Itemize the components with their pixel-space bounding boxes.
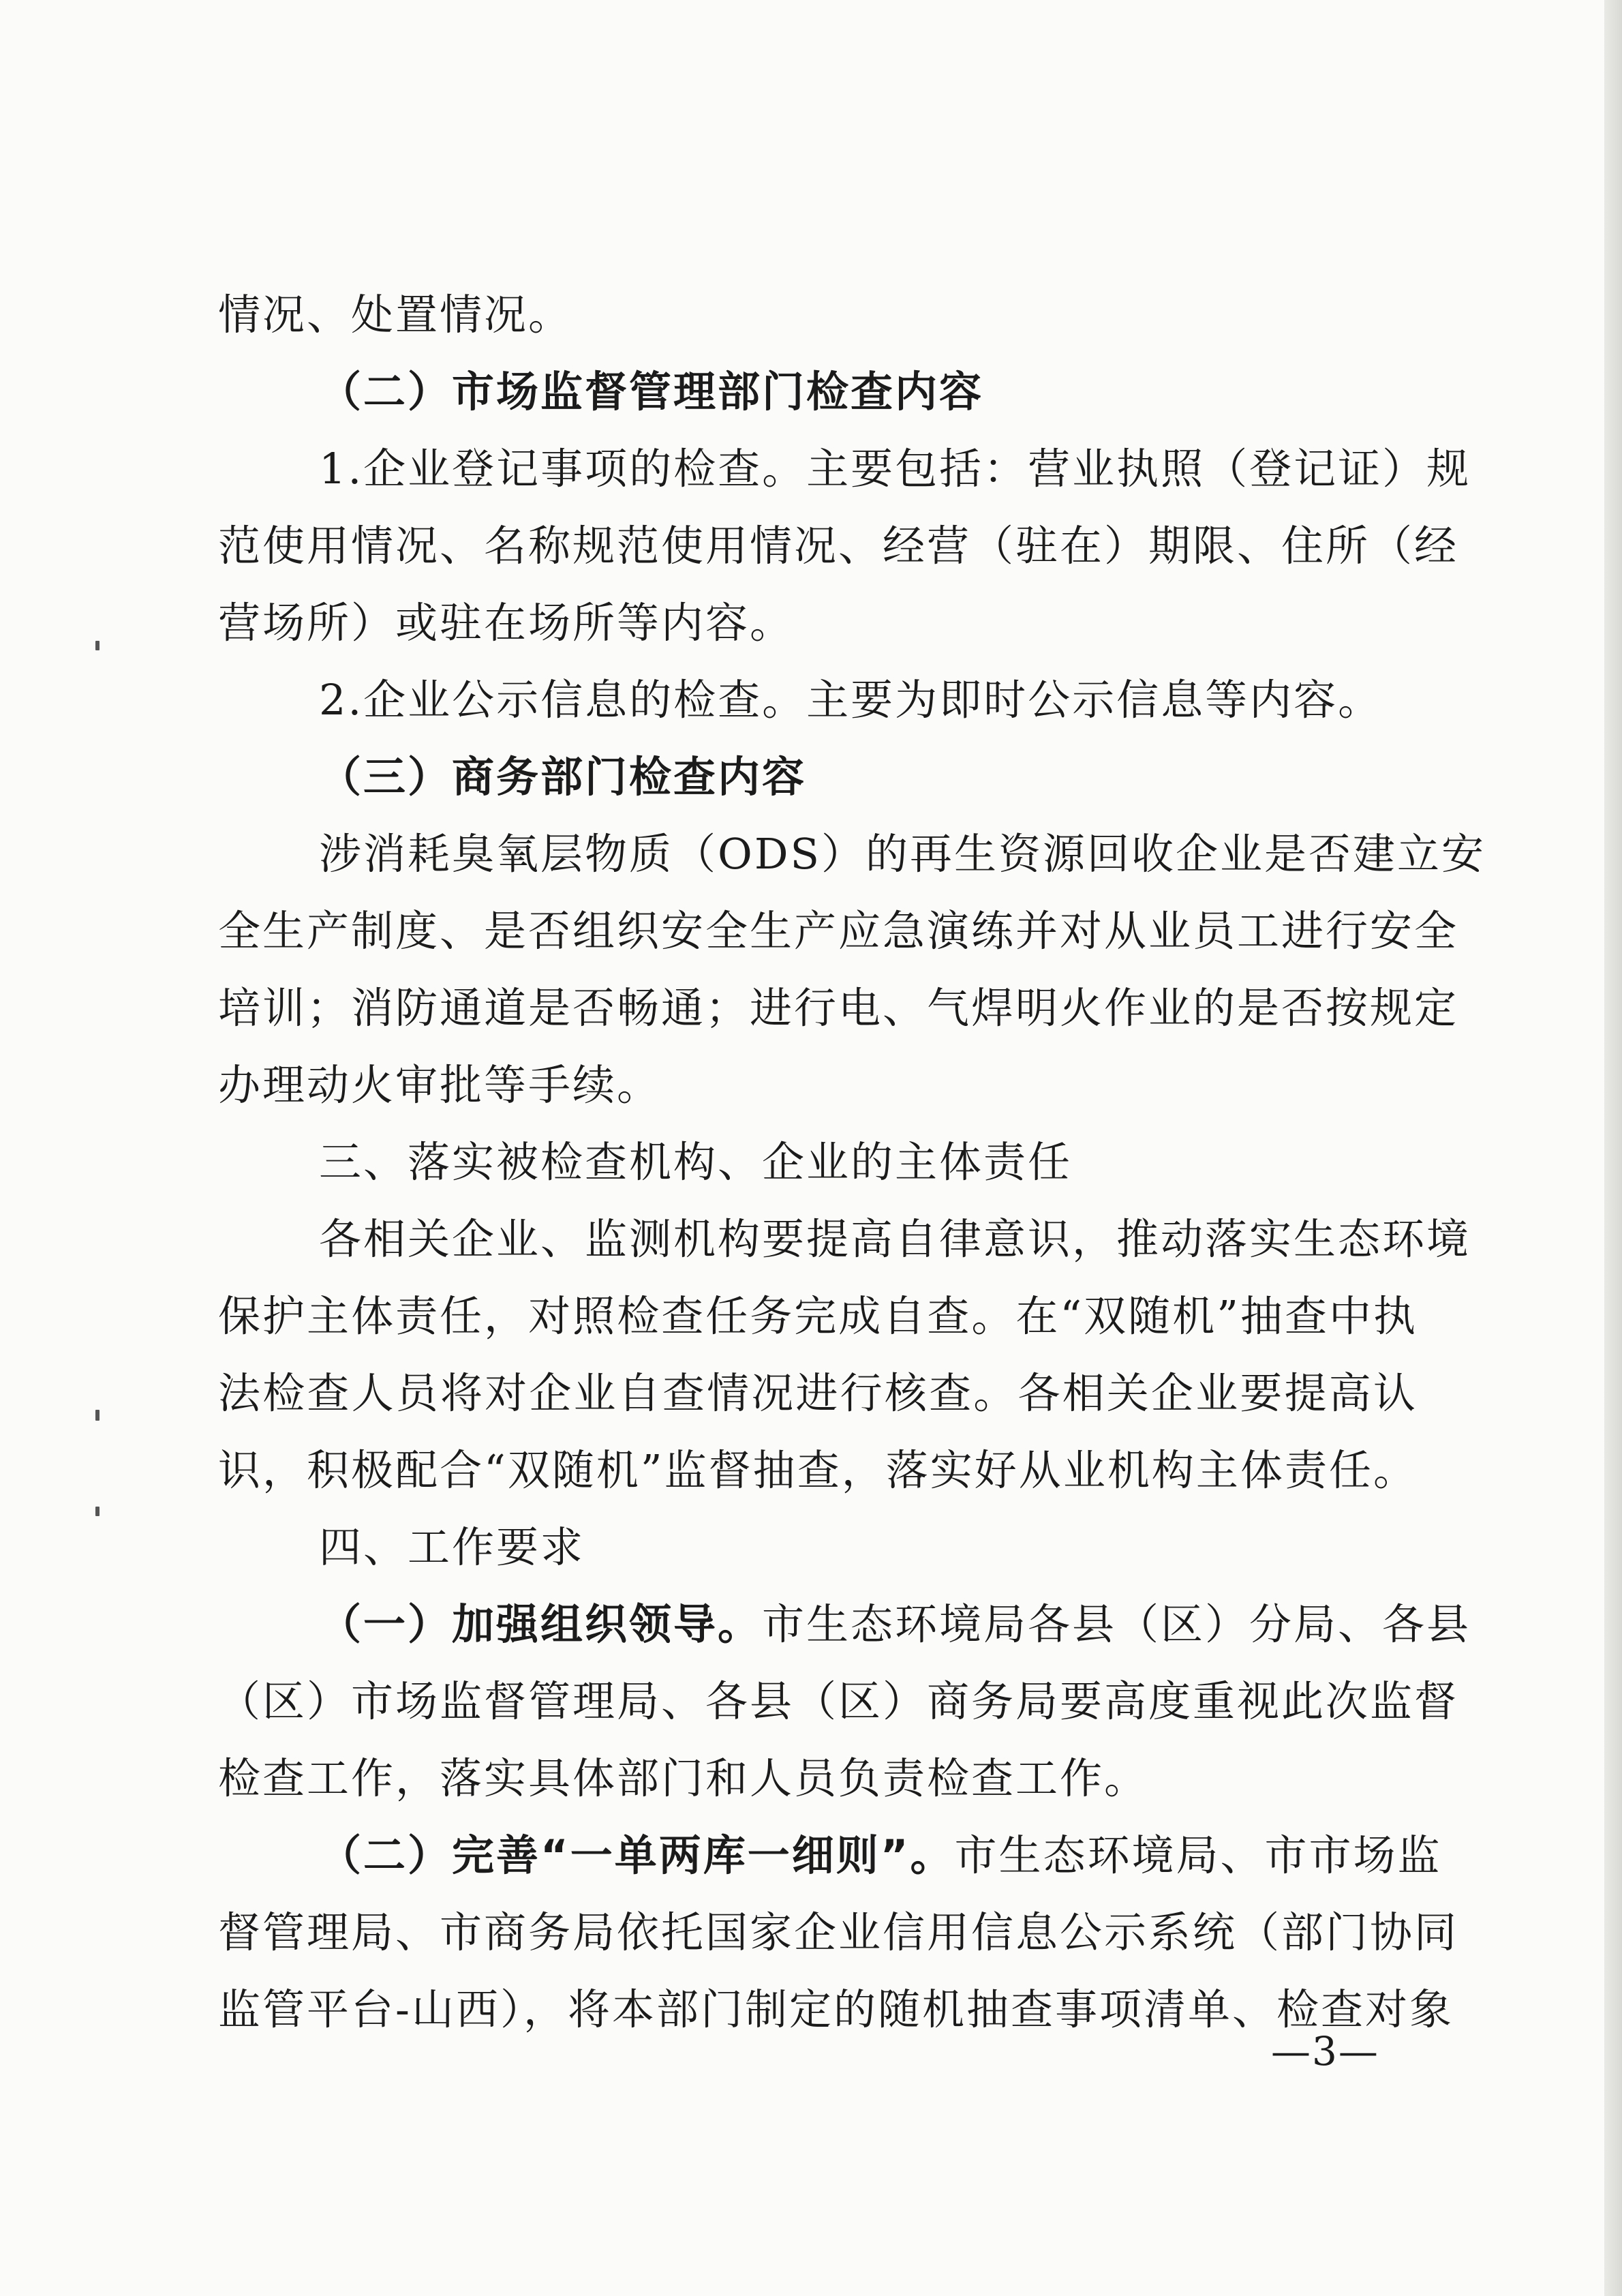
body-line: 范使用情况、名称规范使用情况、经营（驻在）期限、住所（经: [218, 521, 1459, 571]
body-line: 保护主体责任，对照检查任务完成自查。在“双随机”抽查中执: [218, 1291, 1418, 1341]
paragraph-org-lead: （一）加强组织领导。: [319, 1599, 763, 1649]
scan-edge: [1604, 0, 1622, 2296]
body-line: 督管理局、市商务局依托国家企业信用信息公示系统（部门协同: [218, 1907, 1459, 1957]
section-heading: 四、工作要求: [319, 1522, 585, 1572]
scan-speck: [95, 1507, 100, 1516]
body-line: 全生产制度、是否组织安全生产应急演练并对从业员工进行安全: [218, 906, 1459, 956]
body-line: 监管平台-山西），将本部门制定的随机抽查事项清单、检查对象: [218, 1984, 1454, 2034]
body-line: 情况、处置情况。: [218, 290, 573, 339]
section-heading: 三、落实被检查机构、企业的主体责任: [319, 1137, 1073, 1187]
paragraph-org-text: 市生态环境局各县（区）分局、各县: [762, 1599, 1471, 1649]
body-line: 各相关企业、监测机构要提高自律意识，推动落实生态环境: [319, 1214, 1471, 1264]
page-number: —3—: [1271, 2028, 1379, 2074]
section-subheading: （三）商务部门检查内容: [319, 752, 807, 802]
body-line: 营场所）或驻在场所等内容。: [218, 598, 795, 648]
section-subheading: （二）市场监督管理部门检查内容: [319, 367, 984, 417]
paragraph-rules-text: 市生态环境局、市市场监: [954, 1830, 1442, 1880]
body-line: 培训；消防通道是否畅通；进行电、气焊明火作业的是否按规定: [218, 983, 1459, 1033]
paragraph-rules-line1: [218, 1817, 1442, 1894]
body-line: 办理动火审批等手续。: [218, 1060, 662, 1110]
body-line: 1.企业登记事项的检查。主要包括：营业执照（登记证）规: [319, 444, 1471, 494]
document-body: [218, 276, 1486, 2048]
paragraph-rules-lead: （二）完善“一单两库一细则”。: [319, 1830, 955, 1880]
body-line: 法检查人员将对企业自查情况进行核查。各相关企业要提高认: [218, 1368, 1418, 1418]
scan-speck: [95, 641, 100, 650]
body-line: 2.企业公示信息的检查。主要为即时公示信息等内容。: [319, 675, 1383, 725]
body-line: 检查工作，落实具体部门和人员负责检查工作。: [218, 1753, 1149, 1803]
body-line: 涉消耗臭氧层物质（ODS）的再生资源回收企业是否建立安: [319, 829, 1486, 879]
paragraph-org-line1: [218, 1586, 1471, 1663]
body-line: 识，积极配合“双随机”监督抽查，落实好从业机构主体责任。: [218, 1445, 1418, 1495]
scan-speck: [95, 1410, 100, 1421]
body-line: （区）市场监督管理局、各县（区）商务局要高度重视此次监督: [218, 1676, 1459, 1726]
